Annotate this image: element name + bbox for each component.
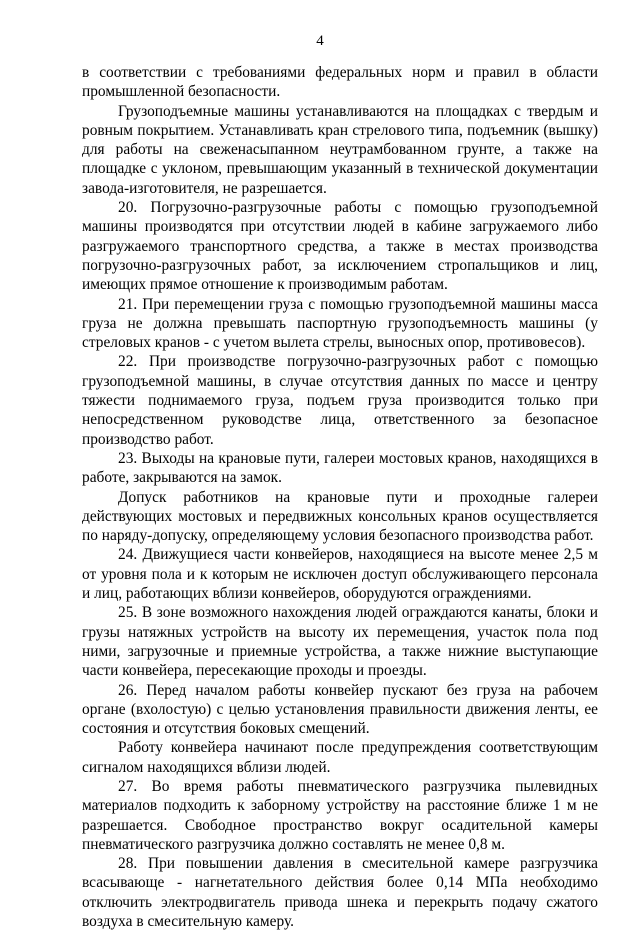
- paragraph-item-27: 27. Во время работы пневматического разгрузчика пылевидных материалов подходить к заборному устройству на расстояние ближе 1 м не разрешается. Свободное пространство вокруг осадительной камеры пневматического разгрузчика должно составлять не менее 0,8 м.: [82, 777, 598, 853]
- page-number: 4: [316, 33, 324, 49]
- paragraph-crane-installation: Грузоподъемные машины устанавливаются на площадках с твердым и ровным покрытием. Устанавливать кран стрелового типа, подъемник (вышку) для работы на свеженасыпанном неутрамбованном грунте, а также на площадке с уклоном, превышающим указанный в технической документации завода-изготовителя, не разрешается.: [82, 102, 598, 197]
- paragraph-conveyor-start: Работу конвейера начинают после предупреждения соответствующим сигналом находящихся вблизи людей.: [82, 739, 598, 776]
- paragraph-item-22: 22. При производстве погрузочно-разгрузочных работ с помощью грузоподъемной машины, в случае отсутствия данных по массе и центру тяжести поднимаемого груза, подъем груза производится только при непосредственном руководстве лица, ответственного за безопасное производство работ.: [82, 353, 598, 448]
- document-body: [82, 63, 598, 931]
- paragraph-item-21: 21. При перемещении груза с помощью грузоподъемной машины масса груза не должна превышать паспортную грузоподъемность машины (у стреловых кранов - с учетом вылета стрелы, выносных опор, противовесов).: [82, 295, 598, 352]
- paragraph-item-20: 20. Погрузочно-разгрузочные работы с помощью грузоподъемной машины производятся при отсутствии людей в кабине загружаемого либо разгружаемого транспортного средства, а также в местах производства погрузочно-разгрузочных работ, за исключением стропальщиков и лиц, имеющих прямое отношение к производимым работам.: [82, 199, 598, 294]
- paragraph-continuation: в соответствии с требованиями федеральных норм и правил в области промышленной безопасности.: [82, 64, 598, 101]
- paragraph-item-25: 25. В зоне возможного нахождения людей ограждаются канаты, блоки и грузы натяжных устройств на высоту их перемещения, участок пола под ними, загрузочные и приемные устройства, а также нижние выступающие части конвейера, пересекающие проходы и проезды.: [82, 604, 598, 680]
- paragraph-item-23: 23. Выходы на крановые пути, галереи мостовых кранов, находящихся в работе, закрываются на замок.: [82, 449, 598, 487]
- paragraph-item-28: 28. При повышении давления в смесительной камере разгрузчика всасывающе - нагнетательного действия более 0,14 МПа необходимо отключить электродвигатель привода шнека и перекрыть подачу сжатого воздуха в смесительную камеру.: [82, 855, 598, 931]
- paragraph-item-24: 24. Движущиеся части конвейеров, находящиеся на высоте менее 2,5 м от уровня пола и к которым не исключен доступ обслуживающего персонала и лиц, работающих вблизи конвейеров, оборудуются ограждениями.: [82, 546, 598, 603]
- paragraph-item-26: 26. Перед началом работы конвейер пускают без груза на рабочем органе (вхолостую) с целью установления правильности движения ленты, ее состояния и отсутствия боковых смещений.: [82, 681, 598, 738]
- paragraph-crane-access: Допуск работников на крановые пути и проходные галереи действующих мостовых и передвижных консольных кранов осуществляется по наряду-допуску, определяющему условия безопасного производства работ.: [82, 488, 598, 545]
